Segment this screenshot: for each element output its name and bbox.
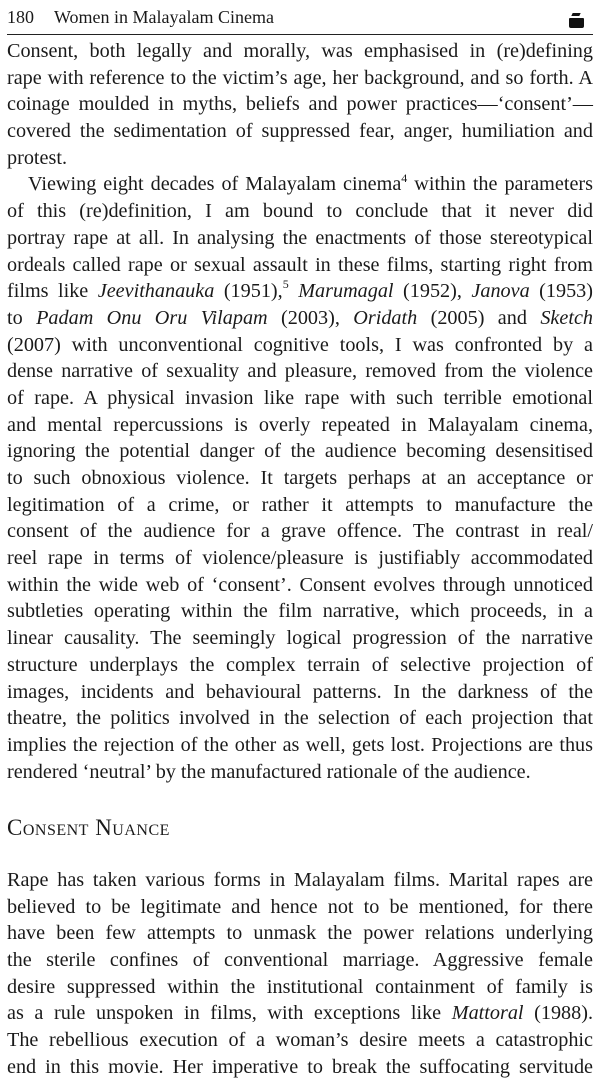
section-heading: Consent Nuance xyxy=(7,815,170,840)
text-line: theatre, the politics involved in the selection of each projection that xyxy=(7,707,593,730)
text-line: of this (re)definition, I am bound to conclude that it never did xyxy=(7,200,593,223)
text-line: rape with reference to the victim’s age, her background, and so forth. A xyxy=(7,66,593,89)
text-line: consent of the audience for a grave offence. The contrast in real/ xyxy=(7,520,593,543)
text-line: The rebellious execution of a woman’s desire meets a catastrophic xyxy=(7,1029,593,1052)
film-title: Jeevithanauka xyxy=(97,280,215,303)
body-text xyxy=(7,38,593,785)
text-line: subtleties operating within the film narrative, which proceeds, in a xyxy=(7,600,593,623)
page-number: 180 xyxy=(7,7,34,27)
film-title: Marumagal xyxy=(298,280,394,303)
text-line: as a rule unspoken in films, with exceptions like Mattoral (1988). xyxy=(7,1002,594,1025)
paragraph-2 xyxy=(7,171,593,785)
text-line: have been few attempts to unmask the power relations underlying xyxy=(7,922,593,945)
text-line: desire suppressed within the institutional containment of family is xyxy=(7,975,593,998)
film-title: Oridath xyxy=(353,306,418,329)
text-line: dense narrative of sexuality and pleasure, removed from the violence xyxy=(7,360,593,383)
paragraph-1 xyxy=(7,38,593,171)
footnote-marker: 5 xyxy=(282,277,289,292)
running-header xyxy=(7,4,593,35)
film-title: Padam Onu Oru Vilapam xyxy=(36,306,268,329)
text-line: Rape has taken various forms in Malayalam films. Marital rapes are xyxy=(7,869,593,891)
text-line: structure underplays the complex terrain of selective projection of xyxy=(7,653,593,676)
text-line: to such obnoxious violence. It targets perhaps at an acceptance or xyxy=(7,467,593,489)
text-line: the sterile confines of conventional marriage. Aggressive female xyxy=(7,949,593,972)
text-line: covered the sedimentation of suppressed fear, anger, humiliation and xyxy=(7,120,593,143)
text-line: reel rape in terms of violence/pleasure is justifiably accommodated xyxy=(7,547,593,570)
text-line: end in this movie. Her imperative to break the suffocating servitude xyxy=(7,1055,593,1078)
text-line: within the wide web of ‘consent’. Consent evolves through unnoticed xyxy=(7,573,593,596)
text-line: implies the rejection of the other as well, gets lost. Projections are thus xyxy=(7,733,593,756)
text-line: to Padam Onu Oru Vilapam (2003), Oridath (2005) and Sketch xyxy=(7,306,594,329)
text-line: Consent, both legally and morally, was emphasised in (re)defining xyxy=(7,40,593,62)
text-line: Viewing eight decades of Malayalam cinema$^4$ within the parameters xyxy=(28,170,593,196)
section-body-text xyxy=(7,867,593,1081)
text-line: protest. xyxy=(7,146,67,169)
text-line: rendered ‘neutral’ by the manufactured rationale of the audience. xyxy=(7,760,531,783)
film-title: Janova xyxy=(471,280,530,303)
text-line: films like Jeevithanauka (1951),$^5$ Marumagal (1952), Janova (1953) xyxy=(7,277,593,303)
text-line: believed to be legitimate and hence not to be mentioned, for there xyxy=(7,895,593,918)
film-title: Sketch xyxy=(540,306,594,329)
text-line: (2007) with unconventional cognitive tools, I was confronted by a xyxy=(7,333,593,356)
text-line: ordeals called rape or sexual assault in these films, starting right from xyxy=(7,253,593,276)
book-ornament-icon xyxy=(569,18,584,28)
paragraph-3 xyxy=(7,867,593,1081)
text-line: legitimation of a crime, or rather it attempts to manufacture the xyxy=(7,493,593,516)
text-line: coinage moulded in myths, beliefs and power practices—‘consent’— xyxy=(7,93,593,116)
text-line: of rape. A physical invasion like rape with such terrible emotional xyxy=(7,386,593,409)
footnote-marker: 4 xyxy=(401,170,408,185)
film-title: Mattoral xyxy=(451,1002,524,1025)
text-line: ignoring the potential danger of the audience becoming desensitised xyxy=(7,440,593,463)
text-line: linear causality. The seemingly logical progression of the narrative xyxy=(7,627,593,650)
text-line: portray rape at all. In analysing the enactments of those stereotypical xyxy=(7,226,593,249)
running-title: Women in Malayalam Cinema xyxy=(54,7,274,27)
text-line: and mental repercussions is overly repeated in Malayalam cinema, xyxy=(7,413,593,436)
text-line: images, incidents and behavioural patterns. In the darkness of the xyxy=(7,680,593,703)
